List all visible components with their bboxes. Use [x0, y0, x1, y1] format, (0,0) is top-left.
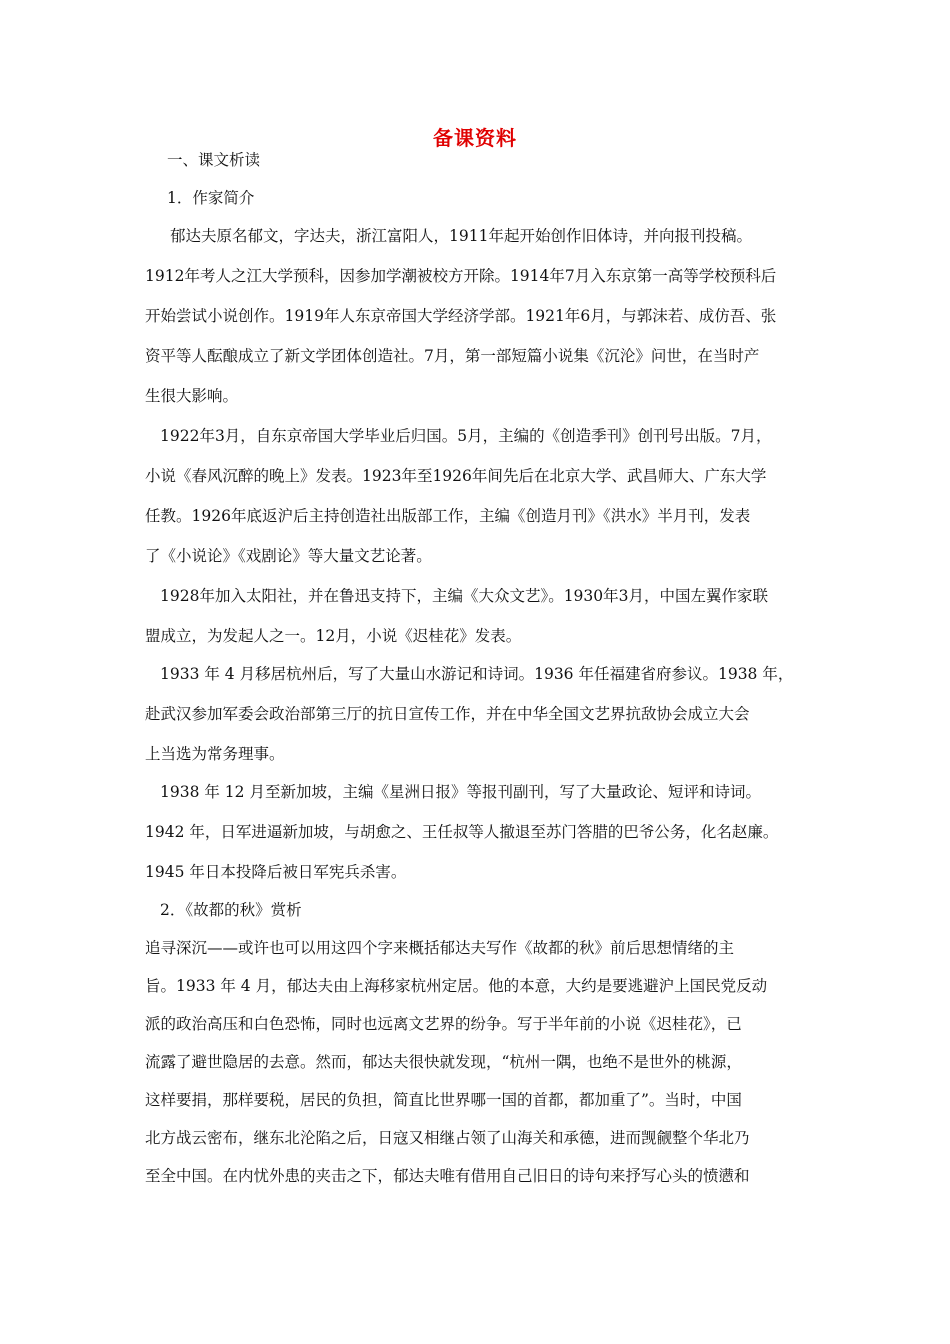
paragraph-line: 流露了避世隐居的去意。然而，郁达夫很快就发现，“杭州一隅，也绝不是世外的桃源， — [145, 1053, 742, 1071]
paragraph-line: 这样要捐，那样要税，居民的负担，简直比世界哪一国的首都，都加重了”。当时，中国 — [145, 1091, 742, 1109]
paragraph-line: 开始尝试小说创作。1919年人东京帝国大学经济学部。1921年6月，与郭沫若、成仿吾、张 — [145, 307, 777, 325]
subsection-heading: 2．《故都的秋》赏析 — [160, 901, 302, 919]
paragraph-line: 1942 年，日军进逼新加坡，与胡愈之、王任叔等人撤退至苏门答腊的巴爷公务，化名赵廉。 — [145, 823, 779, 841]
paragraph-line: 郁达夫原名郁文，字达夫，浙江富阳人，1911年起开始创作旧体诗，并向报刊投稿。 — [170, 227, 752, 245]
paragraph-line: 派的政治高压和白色恐怖，同时也远离文艺界的纷争。写于半年前的小说《迟桂花》，已 — [145, 1015, 742, 1033]
paragraph-line: 追寻深沉——或许也可以用这四个字来概括郁达夫写作《故都的秋》前后思想情绪的主 — [145, 939, 735, 957]
paragraph-line: 上当选为常务理事。 — [145, 745, 285, 763]
paragraph-line: 了《小说论》《戏剧论》等大量文艺论著。 — [145, 547, 432, 565]
paragraph-line: 北方战云密布，继东北沦陷之后，日寇又相继占领了山海关和承德，进而觊觎整个华北乃 — [145, 1129, 750, 1147]
paragraph-line: 小说《春风沉醉的晚上》发表。1923年至1926年间先后在北京大学、武昌师大、广东大学 — [145, 467, 767, 485]
section-heading: 一、课文析读 — [167, 151, 261, 169]
subsection-heading: 1．作家简介 — [167, 189, 255, 207]
paragraph-line: 任教。1926年底返沪后主持创造社出版部工作，主编《创造月刊》《洪水》半月刊，发表 — [145, 507, 751, 525]
paragraph-line: 盟成立，为发起人之一。12月，小说《迟桂花》发表。 — [145, 627, 522, 645]
paragraph-line: 1938 年 12 月至新加坡，主编《星洲日报》等报刊副刊，写了大量政论、短评和诗词。 — [160, 783, 761, 801]
paragraph-line: 1928年加入太阳社，并在鲁迅支持下，主编《大众文艺》。1930年3月，中国左翼作家联 — [160, 587, 769, 605]
paragraph-line: 旨。1933 年 4 月，郁达夫由上海移家杭州定居。他的本意，大约是要逃避沪上国民党反动 — [145, 977, 768, 995]
paragraph-line: 赴武汉参加军委会政治部第三厅的抗日宣传工作，并在中华全国文艺界抗敌协会成立大会 — [145, 705, 750, 723]
document-title: 备课资料 — [433, 126, 517, 150]
paragraph-line: 1922年3月，自东京帝国大学毕业后归国。5月，主编的《创造季刊》创刊号出版。7月， — [160, 427, 772, 445]
paragraph-line: 资平等人酝酿成立了新文学团体创造社。7月，第一部短篇小说集《沉沦》问世，在当时产 — [145, 347, 760, 365]
paragraph-line: 至全中国。在内忧外患的夹击之下，郁达夫唯有借用自己旧日的诗句来抒写心头的愤懑和 — [145, 1167, 750, 1185]
paragraph-line: 1945 年日本投降后被日军宪兵杀害。 — [145, 863, 407, 881]
paragraph-line: 1912年考人之江大学预科，因参加学潮被校方开除。1914年7月入东京第一高等学校预科后 — [145, 267, 777, 285]
paragraph-line: 生很大影响。 — [145, 387, 239, 405]
paragraph-line: 1933 年 4 月移居杭州后，写了大量山水游记和诗词。1936 年任福建省府参议。1938 年， — [160, 665, 794, 683]
